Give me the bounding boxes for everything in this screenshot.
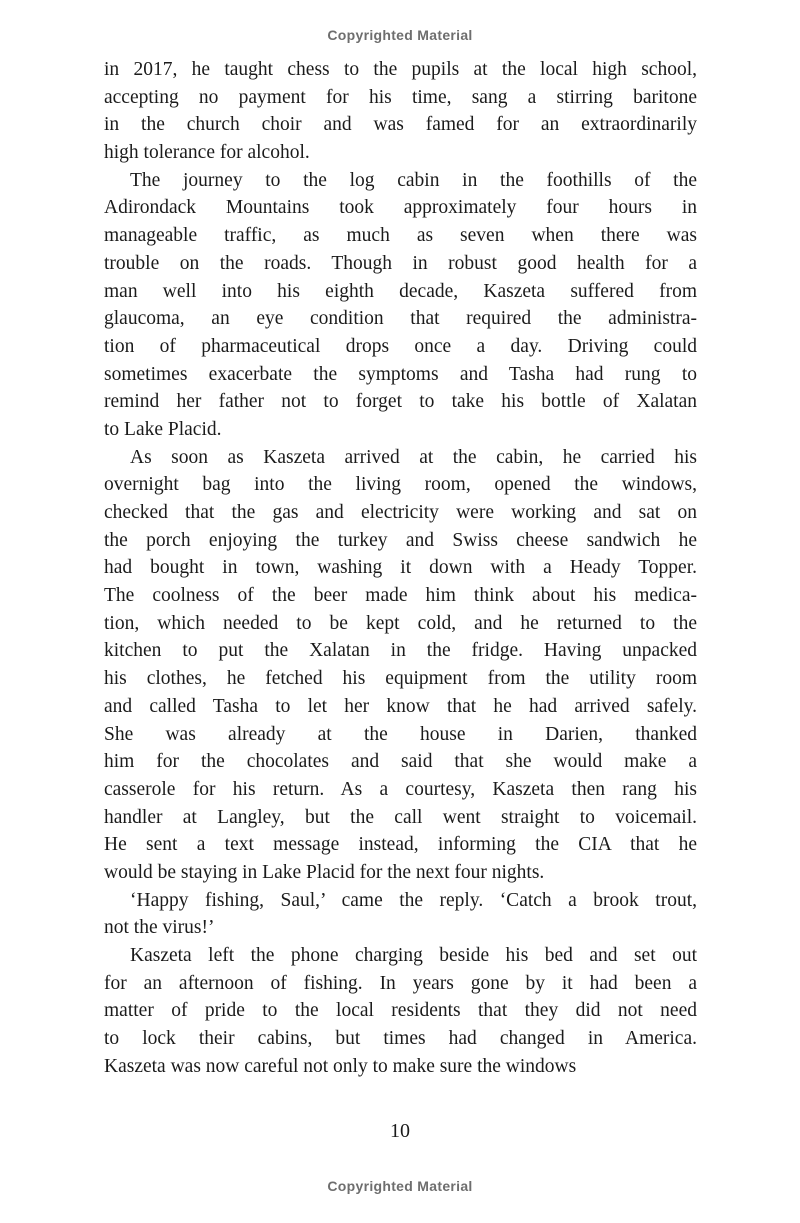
text-line: tion of pharmaceutical drops once a day. Driving could bbox=[104, 335, 697, 357]
paragraph bbox=[104, 167, 697, 444]
paragraph bbox=[104, 942, 697, 1080]
text-line: had bought in town, washing it down with a Heady Topper. bbox=[104, 557, 697, 579]
copyright-notice-top: Copyrighted Material bbox=[327, 27, 473, 43]
text-line: glaucoma, an eye condition that required the administra- bbox=[104, 308, 697, 330]
text-line: kitchen to put the Xalatan in the fridge. Having unpacked bbox=[104, 640, 697, 662]
text-line: man well into his eighth decade, Kaszeta suffered from bbox=[104, 280, 697, 302]
paragraph bbox=[104, 887, 697, 942]
text-line: She was already at the house in Darien, thanked bbox=[104, 723, 697, 745]
paragraph bbox=[104, 444, 697, 887]
text-line: manageable traffic, as much as seven when there was bbox=[104, 225, 697, 247]
text-line: matter of pride to the local residents that they did not need bbox=[104, 1000, 697, 1022]
text-line: in 2017, he taught chess to the pupils at the local high school, bbox=[104, 59, 697, 80]
text-line: ‘Happy fishing, Saul,’ came the reply. ‘Catch a brook trout, bbox=[130, 889, 697, 911]
text-line: Kaszeta left the phone charging beside his bed and set out bbox=[130, 945, 697, 966]
page-text bbox=[104, 56, 697, 1080]
text-line: The journey to the log cabin in the foothills of the bbox=[130, 169, 697, 191]
text-line: sometimes exacerbate the symptoms and Tasha had rung to bbox=[104, 363, 697, 385]
text-line: to lock their cabins, but times had changed in America. bbox=[104, 1028, 697, 1050]
text-line: As soon as Kaszeta arrived at the cabin, he carried his bbox=[130, 446, 697, 468]
text-line: the porch enjoying the turkey and Swiss cheese sandwich he bbox=[104, 529, 697, 551]
text-line: overnight bag into the living room, opened the windows, bbox=[104, 474, 697, 496]
text-line: trouble on the roads. Though in robust good health for a bbox=[104, 252, 697, 274]
text-line: The coolness of the beer made him think about his medica- bbox=[104, 585, 697, 607]
page-number: 10 bbox=[390, 1120, 410, 1142]
text-line: Adirondack Mountains took approximately four hours in bbox=[104, 197, 697, 219]
text-line: remind her father not to forget to take his bottle of Xalatan bbox=[104, 391, 697, 413]
text-line: handler at Langley, but the call went straight to voicemail. bbox=[104, 806, 697, 828]
text-line: He sent a text message instead, informing the CIA that he bbox=[104, 834, 697, 856]
text-line: accepting no payment for his time, sang a stirring baritone bbox=[104, 86, 697, 108]
text-line: his clothes, he fetched his equipment from the utility room bbox=[104, 668, 697, 690]
text-line: tion, which needed to be kept cold, and he returned to the bbox=[104, 612, 697, 634]
text-line: for an afternoon of fishing. In years gone by it had been a bbox=[104, 972, 697, 994]
text-line: and called Tasha to let her know that he had arrived safely. bbox=[104, 695, 697, 717]
text-line: would be staying in Lake Placid for the next four nights. bbox=[104, 861, 545, 883]
text-line: high tolerance for alcohol. bbox=[104, 142, 310, 164]
text-line: to Lake Placid. bbox=[104, 418, 222, 440]
text-line: in the church choir and was famed for an extraordinarily bbox=[104, 114, 697, 136]
text-line: Kaszeta was now careful not only to make sure the windows bbox=[104, 1055, 577, 1077]
text-line: him for the chocolates and said that she would make a bbox=[104, 751, 697, 773]
text-line: checked that the gas and electricity were working and sat on bbox=[104, 502, 697, 523]
paragraph bbox=[104, 56, 697, 167]
text-line: casserole for his return. As a courtesy, Kaszeta then rang his bbox=[104, 778, 697, 800]
text-line: not the virus!’ bbox=[104, 917, 215, 939]
copyright-notice-bottom: Copyrighted Material bbox=[327, 1178, 473, 1194]
